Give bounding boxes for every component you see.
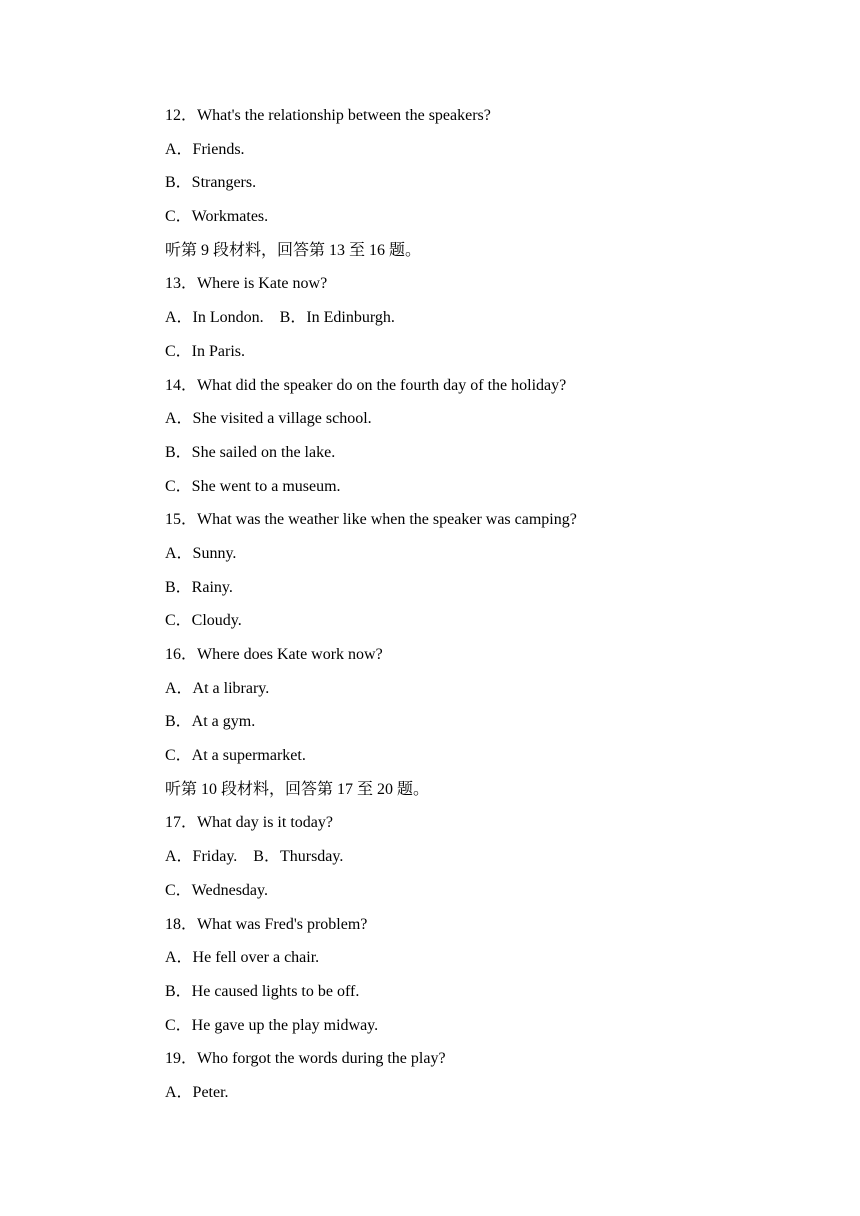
option-13-a-b: A．In London. B．In Edinburgh. [165, 309, 395, 327]
option-16-a: A．At a library. [165, 679, 270, 697]
option-16-c: C．At a supermarket. [165, 747, 306, 765]
option-12-c: C．Workmates. [165, 208, 269, 226]
option-16-b: B．At a gym. [165, 713, 256, 731]
question-list [165, 99, 785, 1110]
option-18-a: A．He fell over a chair. [165, 949, 320, 967]
option-14-b: B．She sailed on the lake. [165, 443, 336, 461]
section-instruction-9: 听第 9 段材料，回答第 13 至 16 题。 [165, 241, 422, 259]
question-18: 18．What was Fred's problem? [165, 915, 368, 933]
option-13-c: C．In Paris. [165, 342, 246, 360]
section-instruction-10: 听第 10 段材料，回答第 17 至 20 题。 [165, 780, 430, 798]
question-15: 15．What was the weather like when the speaker was camping? [165, 511, 577, 529]
option-17-a-b: A．Friday. B．Thursday. [165, 848, 344, 866]
option-19-a: A．Peter. [165, 1083, 229, 1101]
option-12-a: A．Friends. [165, 140, 245, 158]
question-13: 13．Where is Kate now? [165, 275, 328, 293]
option-15-b: B．Rainy. [165, 578, 233, 596]
option-18-b: B．He caused lights to be off. [165, 982, 360, 1000]
question-17: 17．What day is it today? [165, 814, 333, 832]
option-14-a: A．She visited a village school. [165, 410, 372, 428]
question-16: 16．Where does Kate work now? [165, 646, 383, 663]
option-17-c: C．Wednesday. [165, 881, 268, 899]
option-12-b: B．Strangers. [165, 174, 257, 192]
option-14-c: C．She went to a museum. [165, 477, 341, 495]
option-18-c: C．He gave up the play midway. [165, 1016, 379, 1034]
option-15-c: C．Cloudy. [165, 612, 242, 630]
option-15-a: A．Sunny. [165, 544, 237, 562]
question-12: 12．What's the relationship between the speakers? [165, 107, 491, 124]
question-19: 19．Who forgot the words during the play? [165, 1050, 446, 1068]
question-14: 14．What did the speaker do on the fourth day of the holiday? [165, 376, 567, 394]
